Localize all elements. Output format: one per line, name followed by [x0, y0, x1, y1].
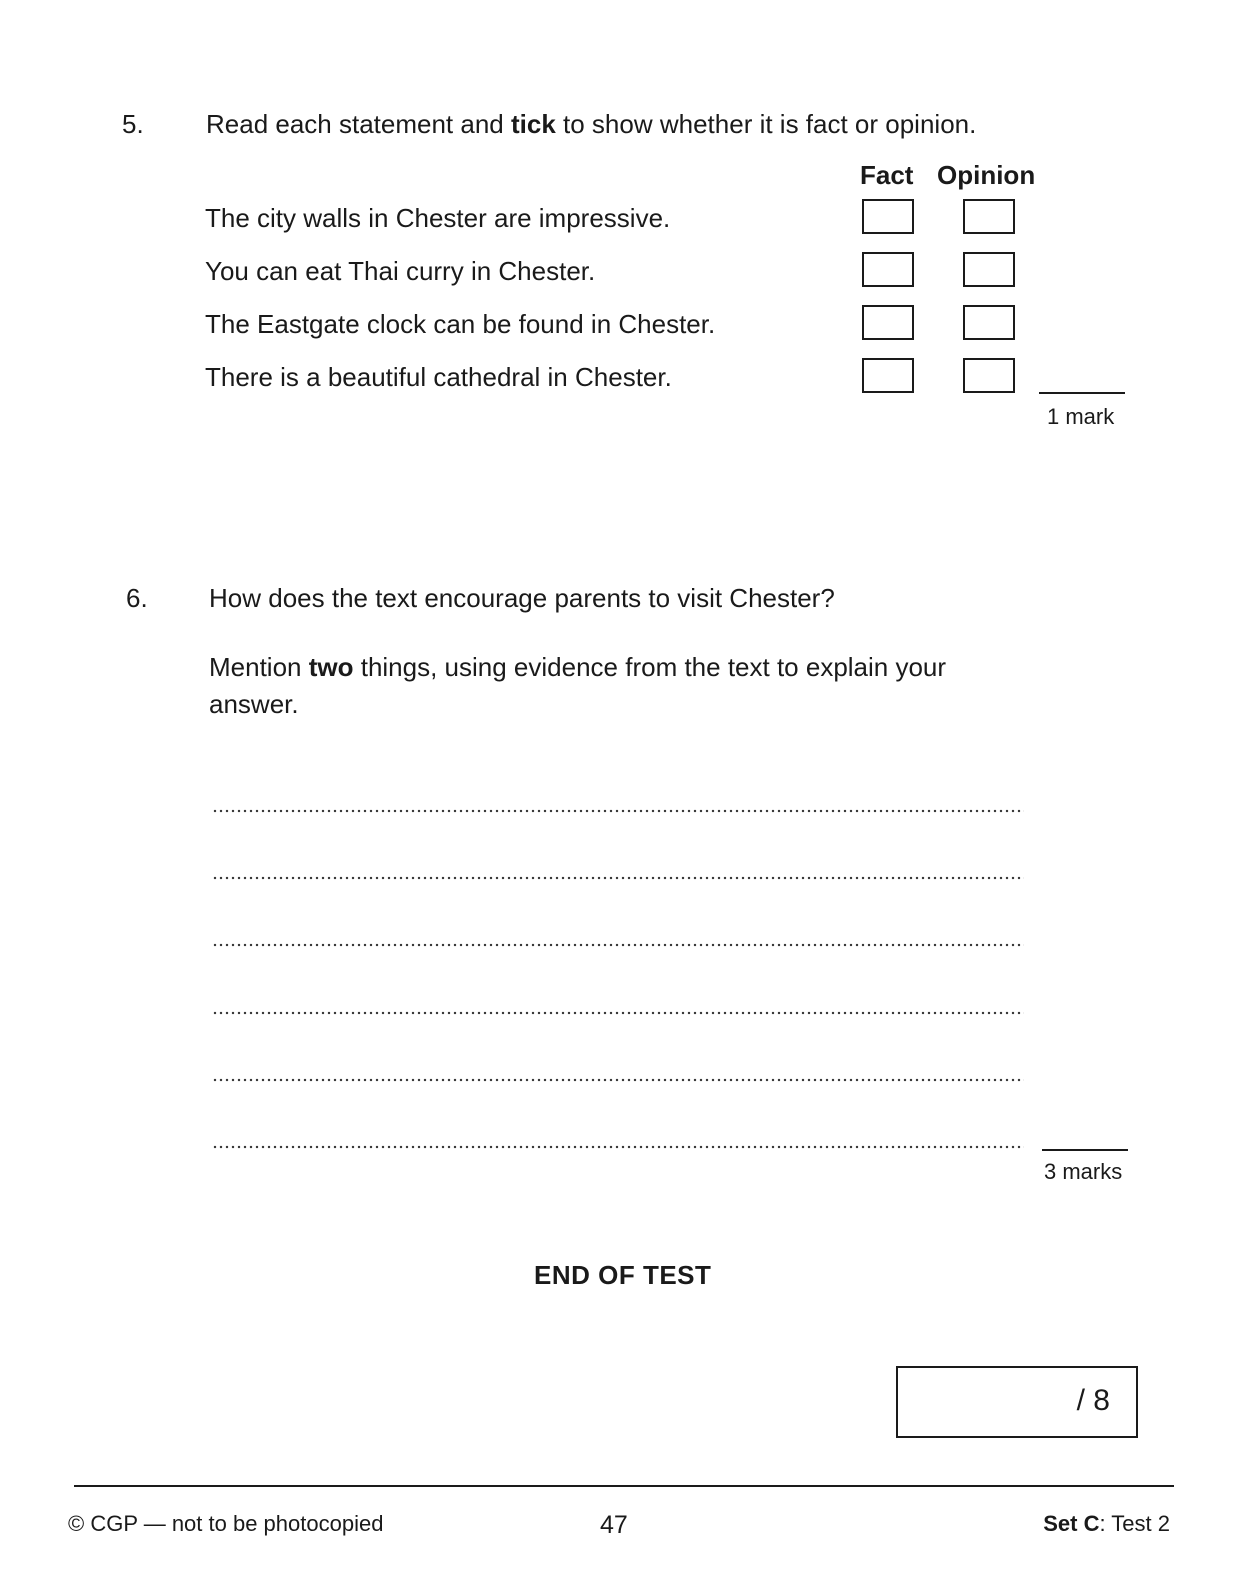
- answer-line-5[interactable]: [212, 1078, 1024, 1082]
- statement-3: The Eastgate clock can be found in Chester.: [205, 309, 716, 339]
- question-6-instruction-bold: two: [308, 652, 354, 682]
- statement-2: You can eat Thai curry in Chester.: [205, 256, 596, 286]
- footer-copyright: © CGP — not to be photocopied: [68, 1511, 384, 1536]
- footer-set-label: [1043, 1511, 1170, 1537]
- fact-column-header: Fact: [860, 160, 914, 190]
- fact-checkbox-1[interactable]: [862, 199, 914, 234]
- score-box: [896, 1366, 1138, 1438]
- answer-line-4[interactable]: [212, 1011, 1024, 1015]
- statement-1: The city walls in Chester are impressive.: [205, 203, 671, 233]
- question-6-instruction-pre: Mention: [209, 652, 309, 682]
- opinion-checkbox-1[interactable]: [963, 199, 1015, 234]
- opinion-column-header: Opinion: [937, 160, 1036, 190]
- footer-divider: [74, 1485, 1174, 1487]
- q5-mark-line: [1039, 392, 1125, 394]
- answer-line-6[interactable]: [212, 1145, 1024, 1149]
- question-6-number: 6.: [126, 583, 148, 613]
- q6-marks-label: 3 marks: [1044, 1159, 1123, 1184]
- question-5-prompt-post: to show whether it is fact or opinion.: [555, 109, 977, 139]
- question-6-instruction: [209, 652, 946, 683]
- opinion-checkbox-2[interactable]: [963, 252, 1015, 287]
- footer-set-bold: Set C: [1043, 1511, 1100, 1536]
- question-5-prompt-bold: tick: [510, 109, 556, 139]
- footer-set-rest: : Test 2: [1099, 1511, 1170, 1536]
- opinion-checkbox-4[interactable]: [963, 358, 1015, 393]
- statement-4: There is a beautiful cathedral in Chester.: [205, 362, 672, 392]
- answer-line-1[interactable]: [212, 809, 1024, 813]
- end-of-test-heading: END OF TEST: [534, 1260, 712, 1290]
- answer-line-2[interactable]: [212, 876, 1024, 880]
- question-6-prompt: How does the text encourage parents to visit Chester?: [209, 583, 835, 613]
- fact-checkbox-3[interactable]: [862, 305, 914, 340]
- question-6-instruction-post: things, using evidence from the text to explain your: [353, 652, 947, 682]
- answer-line-3[interactable]: [212, 943, 1024, 947]
- fact-checkbox-2[interactable]: [862, 252, 914, 287]
- question-5-prompt: [206, 109, 976, 140]
- question-5-prompt-pre: Read each statement and: [206, 109, 511, 139]
- question-5-number: 5.: [122, 109, 144, 139]
- footer-page-number: 47: [600, 1511, 628, 1539]
- q6-mark-line: [1042, 1149, 1128, 1151]
- q5-marks-label: 1 mark: [1047, 404, 1115, 429]
- question-6-instruction-line-2: answer.: [209, 689, 299, 719]
- fact-checkbox-4[interactable]: [862, 358, 914, 393]
- score-total: / 8: [1076, 1384, 1110, 1417]
- opinion-checkbox-3[interactable]: [963, 305, 1015, 340]
